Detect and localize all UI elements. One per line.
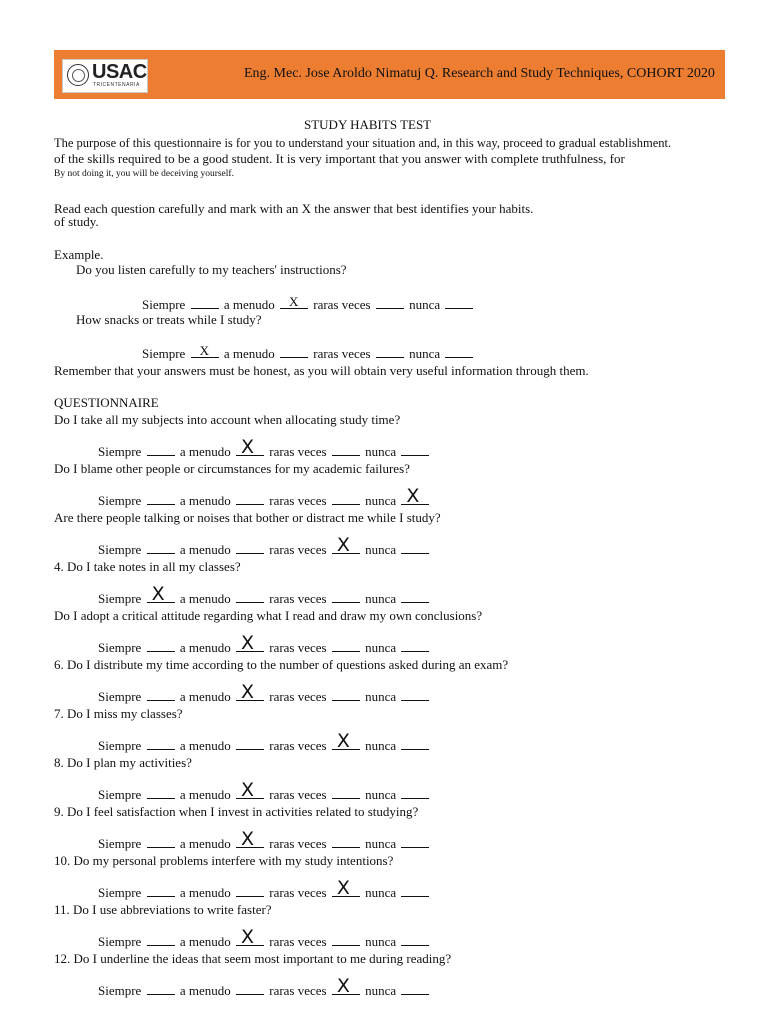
answer-row — [98, 828, 431, 852]
option-label: a menudo — [179, 493, 231, 508]
question-text: 9. Do I feel satisfaction when I invest in activities related to studying? — [54, 804, 419, 819]
x-mark: X — [336, 877, 350, 899]
answer-blank[interactable] — [332, 640, 360, 652]
answer-row — [98, 975, 431, 999]
answer-blank[interactable] — [332, 877, 360, 899]
option-label: a menudo — [179, 640, 231, 655]
option-label: raras veces — [269, 493, 327, 508]
question-text: 4. Do I take notes in all my classes? — [54, 559, 241, 574]
answer-blank[interactable] — [147, 738, 175, 750]
option-label: nunca — [365, 885, 397, 900]
answer-blank[interactable] — [147, 885, 175, 897]
answer-row — [98, 779, 431, 803]
question-text: Do I adopt a critical attitude regarding what I read and draw my own conclusions? — [54, 608, 483, 623]
option-label: a menudo — [179, 983, 231, 998]
instruction-line-1: Read each question carefully and mark with an X the answer that best identifies your habits. — [54, 201, 534, 216]
answer-blank[interactable] — [147, 689, 175, 701]
answer-blank[interactable] — [376, 297, 404, 309]
option-label: raras veces — [269, 689, 327, 704]
question-text: 6. Do I distribute my time according to the number of questions asked during an exam? — [54, 657, 509, 672]
option-label: Siempre — [98, 885, 142, 900]
option-label: Siempre — [98, 689, 142, 704]
intro-line-2: of the skills required to be a good student. It is very important that you answer with complete truthfulness, for — [54, 151, 625, 166]
option-label: Siempre — [98, 444, 142, 459]
option-label: Siempre — [98, 640, 142, 655]
option-label: a menudo — [179, 885, 231, 900]
answer-blank[interactable] — [376, 346, 404, 358]
answer-blank[interactable] — [401, 738, 429, 750]
option-label: a menudo — [223, 346, 275, 361]
answer-blank[interactable] — [147, 640, 175, 652]
answer-blank[interactable] — [147, 444, 175, 456]
option-label: nunca — [409, 346, 441, 361]
answer-blank[interactable] — [236, 885, 264, 897]
answer-blank[interactable] — [332, 934, 360, 946]
answer-blank[interactable] — [236, 738, 264, 750]
x-mark: X — [240, 926, 255, 948]
option-label: Siempre — [98, 983, 142, 998]
option-label: Siempre — [98, 787, 142, 802]
option-label: raras veces — [269, 787, 327, 802]
option-label: raras veces — [313, 346, 371, 361]
answer-blank[interactable] — [332, 975, 360, 997]
option-label: a menudo — [179, 689, 231, 704]
question-text: 11. Do I use abbreviations to write faster? — [54, 902, 272, 917]
answer-blank[interactable] — [236, 681, 264, 703]
x-mark: X — [199, 343, 209, 358]
option-label: nunca — [365, 738, 397, 753]
document-title: STUDY HABITS TEST — [304, 117, 432, 132]
answer-row — [98, 730, 431, 754]
answer-blank[interactable] — [401, 934, 429, 946]
option-label: raras veces — [269, 836, 327, 851]
answer-blank[interactable] — [191, 343, 219, 358]
answer-blank[interactable] — [332, 591, 360, 603]
option-label: a menudo — [179, 787, 231, 802]
answer-blank[interactable] — [401, 444, 429, 456]
option-label: raras veces — [269, 983, 327, 998]
option-label: raras veces — [269, 934, 327, 949]
x-mark: X — [406, 485, 420, 507]
answer-blank[interactable] — [236, 436, 264, 458]
option-label: a menudo — [179, 591, 231, 606]
option-label: nunca — [365, 689, 397, 704]
question-text: Do I take all my subjects into account when allocating study time? — [54, 412, 401, 427]
answer-blank[interactable] — [401, 591, 429, 603]
example-question-2: How snacks or treats while I study? — [76, 312, 262, 327]
usac-logo — [62, 59, 148, 93]
intro-line-1: The purpose of this questionnaire is for you to understand your situation and, in this way, proceed to gradual establishment. — [54, 136, 672, 150]
option-label: nunca — [365, 444, 397, 459]
answer-blank[interactable] — [401, 542, 429, 554]
university-seal-icon — [67, 64, 89, 86]
option-label: Siempre — [98, 493, 142, 508]
answer-row — [98, 926, 431, 950]
answer-blank[interactable] — [280, 294, 308, 309]
answer-blank[interactable] — [401, 640, 429, 652]
answer-blank[interactable] — [401, 485, 429, 507]
example-label: Example. — [54, 247, 104, 262]
answer-blank[interactable] — [236, 983, 264, 995]
answer-blank[interactable] — [280, 346, 308, 358]
answer-blank[interactable] — [147, 787, 175, 799]
answer-blank[interactable] — [147, 983, 175, 995]
answer-blank[interactable] — [236, 779, 264, 801]
answer-row — [98, 534, 431, 558]
example-question-1: Do you listen carefully to my teachers' instructions? — [76, 262, 347, 277]
answer-blank[interactable] — [147, 934, 175, 946]
option-label: nunca — [365, 983, 397, 998]
option-label: nunca — [365, 542, 397, 557]
x-mark: X — [336, 534, 350, 556]
header-title: Eng. Mec. Jose Aroldo Nimatuj Q. Research and Study Techniques, COHORT 2020 — [244, 66, 715, 81]
question-text: 12. Do I underline the ideas that seem most important to me during reading? — [54, 951, 452, 966]
answer-blank[interactable] — [332, 836, 360, 848]
x-mark: X — [240, 828, 255, 850]
answer-blank[interactable] — [236, 632, 264, 654]
remember-note: Remember that your answers must be honest, as you will obtain very useful information through them. — [54, 363, 589, 378]
option-label: nunca — [365, 640, 397, 655]
answer-row — [98, 681, 431, 705]
x-mark: X — [288, 294, 299, 309]
answer-blank[interactable] — [332, 689, 360, 701]
answer-blank[interactable] — [445, 346, 473, 358]
option-label: raras veces — [269, 444, 327, 459]
logo-text: USAC — [92, 61, 147, 83]
option-label: nunca — [365, 787, 397, 802]
answer-blank[interactable] — [332, 493, 360, 505]
answer-blank[interactable] — [147, 542, 175, 554]
question-text: Do I blame other people or circumstances for my academic failures? — [54, 461, 410, 476]
logo-subtitle: TRICENTENARIA — [93, 82, 140, 88]
option-label: a menudo — [179, 836, 231, 851]
answer-blank[interactable] — [401, 787, 429, 799]
answer-blank[interactable] — [332, 534, 360, 556]
answer-row — [98, 583, 431, 607]
example-answer-row — [142, 343, 475, 362]
answer-blank[interactable] — [445, 297, 473, 309]
answer-blank[interactable] — [401, 689, 429, 701]
question-text: 10. Do my personal problems interfere with my study intentions? — [54, 853, 394, 868]
option-label: a menudo — [179, 542, 231, 557]
answer-blank[interactable] — [332, 444, 360, 456]
option-label: raras veces — [269, 885, 327, 900]
answer-blank[interactable] — [401, 885, 429, 897]
x-mark: X — [336, 975, 350, 997]
option-label: Siempre — [142, 297, 186, 312]
x-mark: X — [240, 632, 255, 654]
answer-blank[interactable] — [147, 836, 175, 848]
answer-blank[interactable] — [332, 787, 360, 799]
answer-blank[interactable] — [236, 926, 264, 948]
option-label: nunca — [365, 493, 397, 508]
option-label: a menudo — [179, 934, 231, 949]
answer-blank[interactable] — [401, 836, 429, 848]
answer-blank[interactable] — [236, 591, 264, 603]
option-label: nunca — [409, 297, 441, 312]
answer-blank[interactable] — [147, 493, 175, 505]
option-label: a menudo — [179, 444, 231, 459]
answer-blank[interactable] — [236, 493, 264, 505]
intro-line-3: By not doing it, you will be deceiving yourself. — [54, 169, 234, 179]
question-text: 7. Do I miss my classes? — [54, 706, 183, 721]
header-bar — [54, 50, 725, 99]
answer-row — [98, 485, 431, 509]
answer-blank[interactable] — [191, 297, 219, 309]
questionnaire-label: QUESTIONNAIRE — [54, 395, 159, 410]
x-mark: X — [240, 779, 255, 801]
answer-row — [98, 632, 431, 656]
option-label: raras veces — [313, 297, 371, 312]
option-label: raras veces — [269, 591, 327, 606]
question-text: 8. Do I plan my activities? — [54, 755, 192, 770]
answer-blank[interactable] — [147, 583, 175, 605]
option-label: Siempre — [98, 738, 142, 753]
x-mark: X — [151, 583, 165, 605]
option-label: Siempre — [142, 346, 186, 361]
option-label: nunca — [365, 934, 397, 949]
option-label: nunca — [365, 836, 397, 851]
answer-blank[interactable] — [332, 730, 360, 752]
option-label: a menudo — [223, 297, 275, 312]
option-label: Siempre — [98, 542, 142, 557]
question-text: Are there people talking or noises that bother or distract me while I study? — [54, 510, 441, 525]
option-label: raras veces — [269, 738, 327, 753]
answer-row — [98, 436, 431, 460]
x-mark: X — [240, 681, 255, 703]
instruction-line-2: of study. — [54, 214, 99, 229]
answer-blank[interactable] — [236, 542, 264, 554]
answer-blank[interactable] — [401, 983, 429, 995]
answer-row — [98, 877, 431, 901]
option-label: Siempre — [98, 934, 142, 949]
option-label: raras veces — [269, 542, 327, 557]
example-answer-row — [142, 294, 475, 313]
option-label: nunca — [365, 591, 397, 606]
option-label: raras veces — [269, 640, 327, 655]
x-mark: X — [240, 436, 255, 458]
option-label: a menudo — [179, 738, 231, 753]
option-label: Siempre — [98, 591, 142, 606]
x-mark: X — [336, 730, 350, 752]
answer-blank[interactable] — [236, 828, 264, 850]
option-label: Siempre — [98, 836, 142, 851]
